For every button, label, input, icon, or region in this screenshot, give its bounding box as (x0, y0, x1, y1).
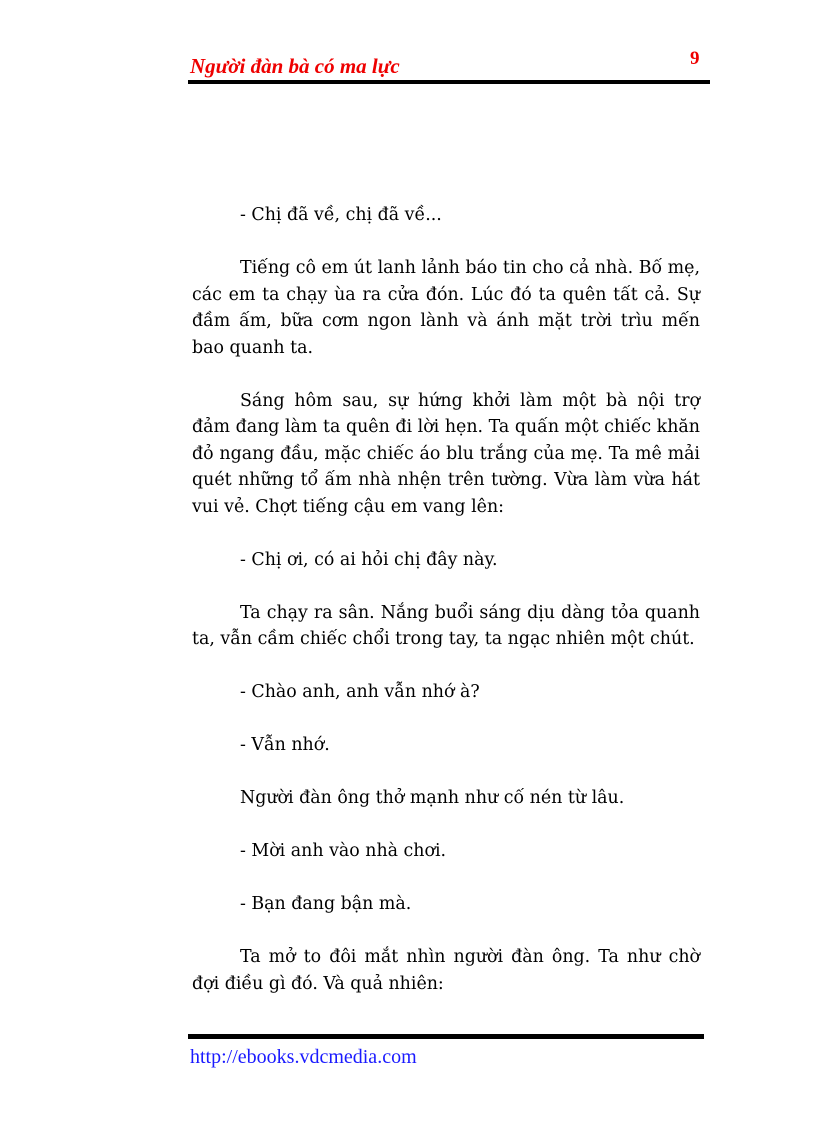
paragraph: - Bạn đang bận mà. (240, 894, 412, 914)
paragraph: Tiếng cô em út lanh lảnh báo tin cho cả nhà. Bố mẹ, các em ta chạy ùa ra cửa đón. Lúc đó ta quên tất cả. Sự đầm ấm, bữa cơm ngon lành và ánh mặt trời trìu mến bao quanh ta. (192, 258, 700, 358)
paragraph: Ta mở to đôi mắt nhìn người đàn ông. Ta như chờ đợi điều gì đó. Và quả nhiên: (192, 947, 700, 994)
paragraph: Ta chạy ra sân. Nắng buổi sáng dịu dàng tỏa quanh ta, vẫn cầm chiếc chổi trong tay, ta ngạc nhiên một chút. (192, 602, 700, 649)
page-number: 9 (690, 48, 700, 69)
paragraph: Sáng hôm sau, sự hứng khởi làm một bà nội trợ đảm đang làm ta quên đi lời hẹn. Ta quấn một chiếc khăn đỏ ngang đầu, mặc chiếc áo blu trắng của mẹ. Ta mê mải quét những tổ ấm nhà nhện trên tường. Vừa làm vừa hát vui vẻ. Chợt tiếng cậu em vang lên: (192, 390, 700, 517)
paragraph: - Chào anh, anh vẫn nhớ à? (240, 682, 480, 702)
paragraph: - Chị đã về, chị đã về... (240, 205, 442, 225)
paragraph: - Mời anh vào nhà chơi. (240, 841, 447, 861)
paragraph: - Chị ơi, có ai hỏi chị đây này. (240, 549, 498, 570)
footer-website-link[interactable]: http://ebooks.vdcmedia.com (190, 1046, 417, 1068)
paragraph: - Vẫn nhớ. (240, 735, 330, 755)
book-title: Người đàn bà có ma lực (190, 54, 400, 78)
header-divider (188, 80, 710, 84)
chapter-body (192, 202, 700, 1024)
footer-divider (188, 1034, 704, 1039)
paragraph: Người đàn ông thở mạnh như cố nén từ lâu. (240, 788, 625, 808)
